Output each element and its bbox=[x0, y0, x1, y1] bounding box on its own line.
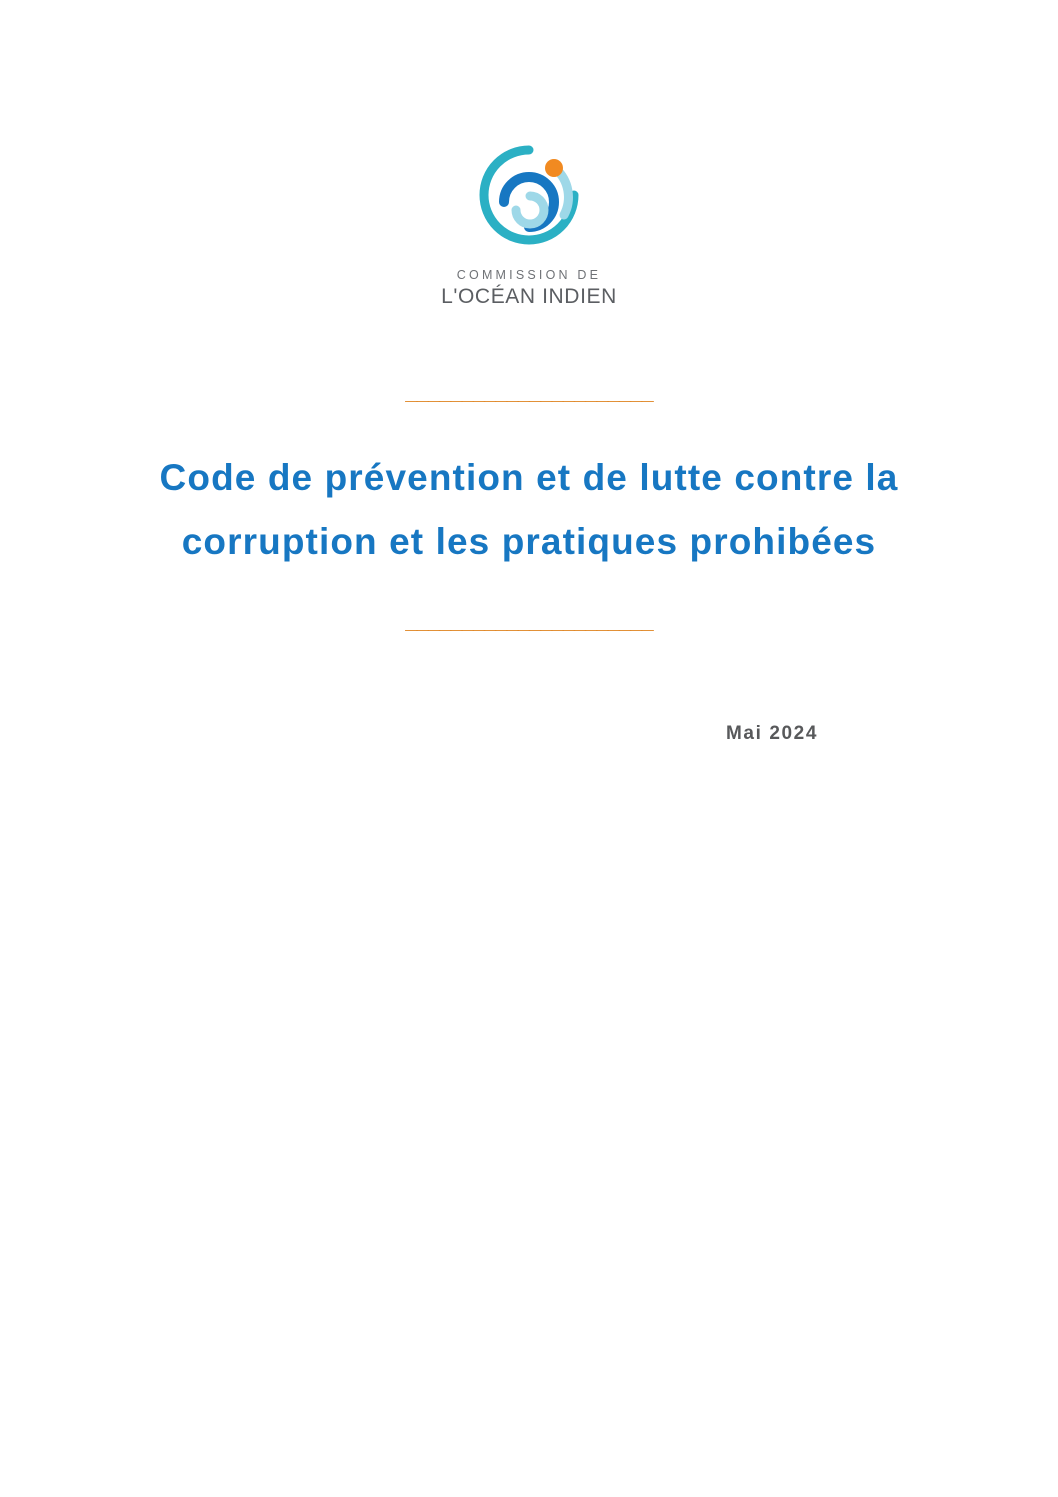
logo-block bbox=[0, 140, 1058, 309]
divider-bottom: ______________________ bbox=[405, 609, 653, 632]
logo-line-commission: COMMISSION DE bbox=[456, 268, 602, 282]
title-block bbox=[129, 380, 929, 631]
divider-top: ______________________ bbox=[405, 380, 653, 402]
logo-wordmark bbox=[441, 268, 617, 309]
document-date: Mai 2024 bbox=[725, 723, 818, 744]
logo-line-ocean-indien: L'OCÉAN INDIEN bbox=[441, 285, 617, 308]
page-title-line-2: corruption et les pratiques prohibées bbox=[181, 520, 877, 562]
commission-ocean-indien-logo-icon bbox=[464, 140, 594, 260]
page-title-line-1: Code de prévention et de lutte contre la bbox=[159, 457, 899, 498]
page-title bbox=[129, 446, 929, 573]
